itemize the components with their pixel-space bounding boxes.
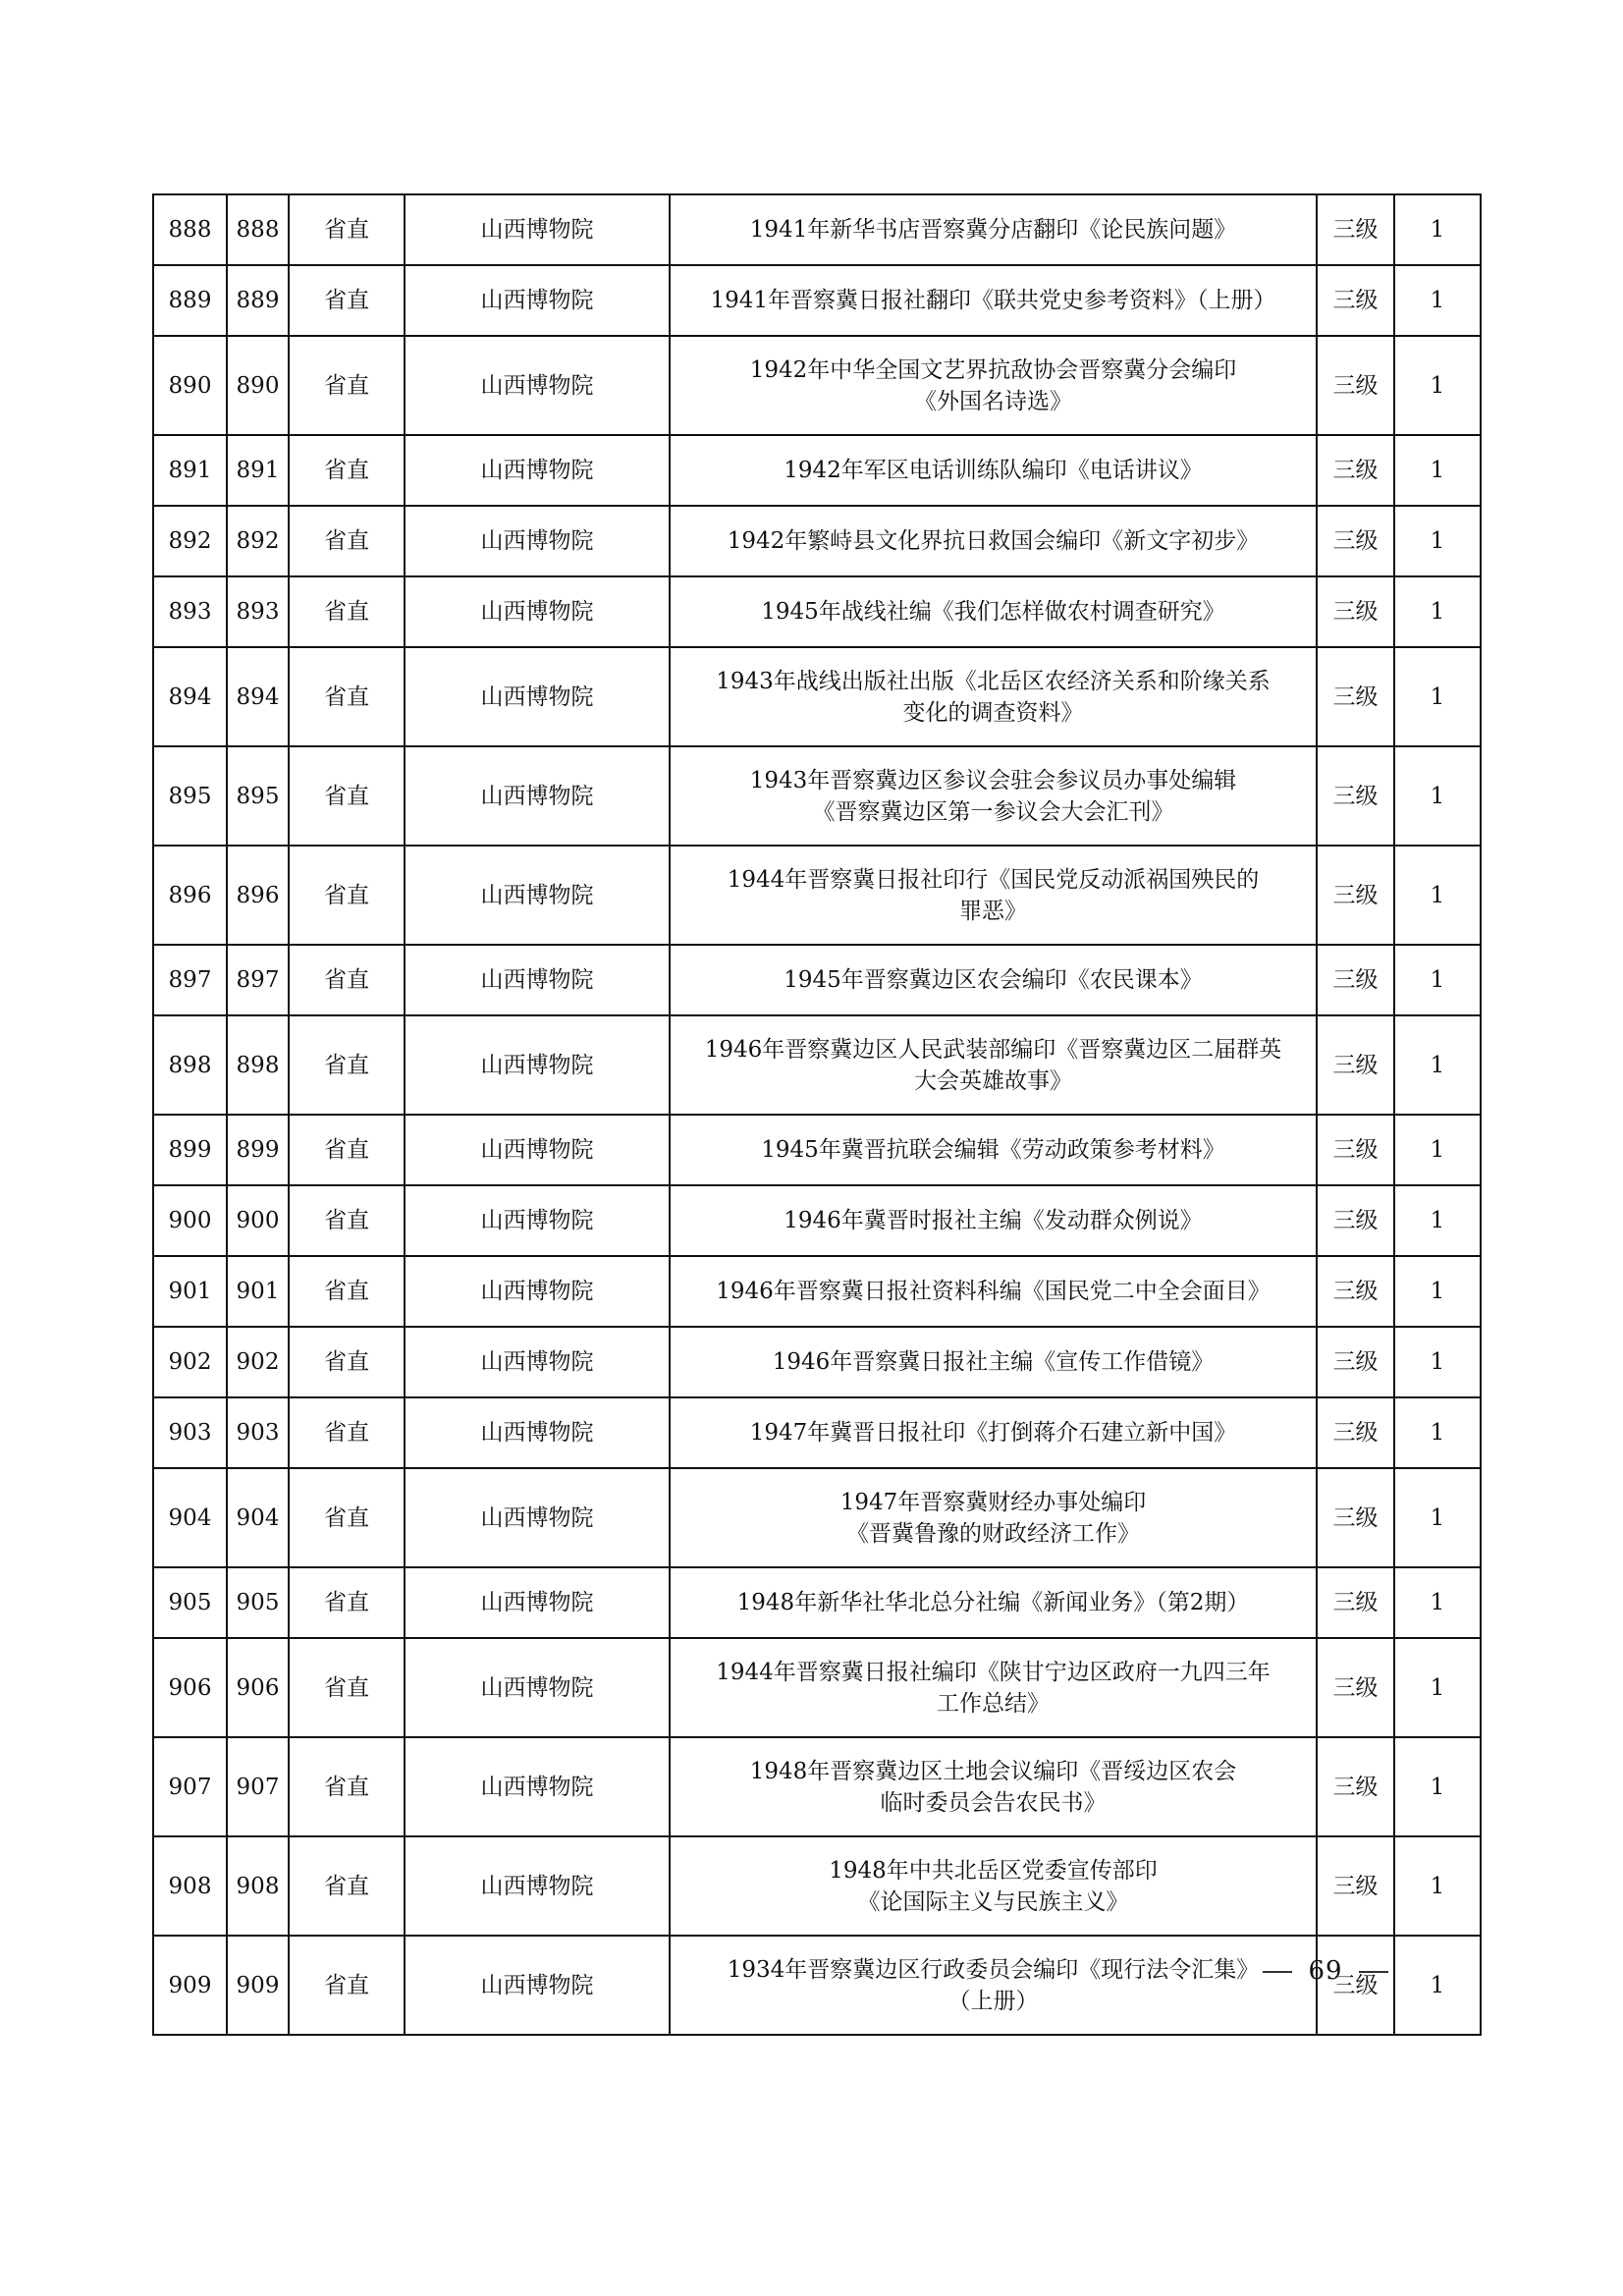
cell-category: 省直 xyxy=(289,1567,405,1638)
cell-quantity: 1 xyxy=(1394,336,1481,435)
cell-category: 省直 xyxy=(289,265,405,336)
cell-quantity: 1 xyxy=(1394,1638,1481,1737)
collection-table xyxy=(152,193,1482,2036)
cell-grade: 三级 xyxy=(1317,265,1394,336)
cell-category: 省直 xyxy=(289,846,405,945)
cell-category: 省直 xyxy=(289,1468,405,1567)
cell-quantity: 1 xyxy=(1394,746,1481,846)
cell-category: 省直 xyxy=(289,1936,405,2035)
cell-grade: 三级 xyxy=(1317,846,1394,945)
cell-number: 908 xyxy=(227,1836,289,1936)
cell-grade: 三级 xyxy=(1317,194,1394,265)
cell-category: 省直 xyxy=(289,576,405,647)
cell-title xyxy=(670,194,1317,265)
cell-number: 903 xyxy=(227,1397,289,1468)
cell-seq: 905 xyxy=(153,1567,227,1638)
cell-grade: 三级 xyxy=(1317,336,1394,435)
cell-seq: 903 xyxy=(153,1397,227,1468)
cell-unit: 山西博物院 xyxy=(405,576,670,647)
cell-seq: 892 xyxy=(153,506,227,576)
cell-quantity: 1 xyxy=(1394,1015,1481,1115)
title-line: 1948年新华社华北总分社编《新闻业务》（第2期） xyxy=(736,1590,1250,1615)
cell-category: 省直 xyxy=(289,1185,405,1256)
cell-seq: 908 xyxy=(153,1836,227,1936)
cell-grade: 三级 xyxy=(1317,1468,1394,1567)
cell-quantity: 1 xyxy=(1394,1327,1481,1397)
cell-unit: 山西博物院 xyxy=(405,1737,670,1836)
table-row xyxy=(153,1015,1481,1115)
cell-grade: 三级 xyxy=(1317,435,1394,506)
cell-grade: 三级 xyxy=(1317,576,1394,647)
title-line: 1941年晋察冀日报社翻印《联共党史参考资料》（上册） xyxy=(710,288,1276,313)
table-row xyxy=(153,1836,1481,1936)
cell-title xyxy=(670,435,1317,506)
table-row xyxy=(153,846,1481,945)
title-line: 1946年晋察冀日报社主编《宣传工作借镜》 xyxy=(772,1349,1215,1375)
title-line: 1948年中共北岳区党委宣传部印 xyxy=(829,1857,1158,1884)
cell-unit: 山西博物院 xyxy=(405,1936,670,2035)
cell-grade: 三级 xyxy=(1317,1115,1394,1185)
cell-grade: 三级 xyxy=(1317,506,1394,576)
title-line: 1942年军区电话训练队编印《电话讲议》 xyxy=(784,458,1203,483)
cell-title xyxy=(670,1256,1317,1327)
cell-title xyxy=(670,336,1317,435)
cell-seq: 893 xyxy=(153,576,227,647)
title-line: 1948年晋察冀边区土地会议编印《晋绥边区农会 xyxy=(749,1758,1237,1784)
table-row xyxy=(153,435,1481,506)
footer-dash-right xyxy=(1359,1971,1388,1973)
table-row xyxy=(153,1737,1481,1836)
cell-seq: 889 xyxy=(153,265,227,336)
table-row xyxy=(153,576,1481,647)
cell-seq: 906 xyxy=(153,1638,227,1737)
cell-seq: 894 xyxy=(153,647,227,746)
table-row xyxy=(153,194,1481,265)
cell-unit: 山西博物院 xyxy=(405,1185,670,1256)
cell-unit: 山西博物院 xyxy=(405,1836,670,1936)
table-body xyxy=(153,194,1481,2035)
cell-quantity: 1 xyxy=(1394,1936,1481,2035)
title-line: 工作总结》 xyxy=(937,1690,1050,1717)
cell-title xyxy=(670,1397,1317,1468)
cell-number: 897 xyxy=(227,945,289,1015)
cell-number: 905 xyxy=(227,1567,289,1638)
cell-quantity: 1 xyxy=(1394,1185,1481,1256)
cell-title xyxy=(670,1185,1317,1256)
cell-unit: 山西博物院 xyxy=(405,336,670,435)
cell-seq: 902 xyxy=(153,1327,227,1397)
cell-category: 省直 xyxy=(289,746,405,846)
cell-number: 901 xyxy=(227,1256,289,1327)
footer-dash-left xyxy=(1263,1971,1292,1973)
cell-number: 904 xyxy=(227,1468,289,1567)
table-row xyxy=(153,1567,1481,1638)
table-row xyxy=(153,1397,1481,1468)
title-line: 《外国名诗选》 xyxy=(914,388,1072,414)
table-row xyxy=(153,1115,1481,1185)
cell-unit: 山西博物院 xyxy=(405,1567,670,1638)
cell-quantity: 1 xyxy=(1394,506,1481,576)
title-line: 1945年冀晋抗联会编辑《劳动政策参考材料》 xyxy=(761,1137,1225,1163)
table-row xyxy=(153,746,1481,846)
cell-category: 省直 xyxy=(289,194,405,265)
cell-title xyxy=(670,1737,1317,1836)
cell-unit: 山西博物院 xyxy=(405,506,670,576)
cell-title xyxy=(670,265,1317,336)
cell-category: 省直 xyxy=(289,945,405,1015)
cell-unit: 山西博物院 xyxy=(405,746,670,846)
cell-unit: 山西博物院 xyxy=(405,1468,670,1567)
cell-category: 省直 xyxy=(289,1836,405,1936)
table-row xyxy=(153,1185,1481,1256)
cell-number: 906 xyxy=(227,1638,289,1737)
title-line: 罪恶》 xyxy=(959,898,1027,924)
title-line: 大会英雄故事》 xyxy=(914,1067,1072,1094)
title-line: 1942年繁峙县文化界抗日救国会编印《新文字初步》 xyxy=(727,528,1260,554)
cell-number: 899 xyxy=(227,1115,289,1185)
title-line: 临时委员会告农民书》 xyxy=(880,1789,1107,1816)
cell-grade: 三级 xyxy=(1317,647,1394,746)
table-row xyxy=(153,1256,1481,1327)
cell-seq: 898 xyxy=(153,1015,227,1115)
title-line: 1946年冀晋时报社主编《发动群众例说》 xyxy=(784,1208,1203,1233)
cell-quantity: 1 xyxy=(1394,1397,1481,1468)
cell-quantity: 1 xyxy=(1394,1567,1481,1638)
cell-grade: 三级 xyxy=(1317,1327,1394,1397)
cell-unit: 山西博物院 xyxy=(405,194,670,265)
cell-category: 省直 xyxy=(289,647,405,746)
cell-unit: 山西博物院 xyxy=(405,945,670,1015)
cell-seq: 897 xyxy=(153,945,227,1015)
title-line: 1946年晋察冀边区人民武装部编印《晋察冀边区二届群英 xyxy=(704,1036,1282,1063)
title-line: 1943年战线出版社出版《北岳区农经济关系和阶缘关系 xyxy=(716,668,1271,694)
cell-grade: 三级 xyxy=(1317,1015,1394,1115)
table-row xyxy=(153,945,1481,1015)
cell-grade: 三级 xyxy=(1317,945,1394,1015)
cell-grade: 三级 xyxy=(1317,1638,1394,1737)
table-row xyxy=(153,647,1481,746)
cell-category: 省直 xyxy=(289,1638,405,1737)
cell-grade: 三级 xyxy=(1317,1256,1394,1327)
cell-grade: 三级 xyxy=(1317,1737,1394,1836)
cell-category: 省直 xyxy=(289,1737,405,1836)
cell-grade: 三级 xyxy=(1317,1185,1394,1256)
cell-category: 省直 xyxy=(289,506,405,576)
table-row xyxy=(153,1638,1481,1737)
cell-category: 省直 xyxy=(289,1397,405,1468)
cell-number: 894 xyxy=(227,647,289,746)
title-line: 1943年晋察冀边区参议会驻会参议员办事处编辑 xyxy=(749,767,1237,793)
title-line: 《晋冀鲁豫的财政经济工作》 xyxy=(846,1520,1140,1547)
cell-unit: 山西博物院 xyxy=(405,647,670,746)
cell-title xyxy=(670,945,1317,1015)
cell-number: 907 xyxy=(227,1737,289,1836)
cell-quantity: 1 xyxy=(1394,1737,1481,1836)
cell-unit: 山西博物院 xyxy=(405,1015,670,1115)
cell-quantity: 1 xyxy=(1394,435,1481,506)
cell-category: 省直 xyxy=(289,435,405,506)
cell-title xyxy=(670,746,1317,846)
title-line: 1941年新华书店晋察冀分店翻印《论民族问题》 xyxy=(749,217,1237,243)
title-line: 1947年晋察冀财经办事处编印 xyxy=(839,1489,1147,1515)
cell-grade: 三级 xyxy=(1317,1397,1394,1468)
title-line: 1942年中华全国文艺界抗敌协会晋察冀分会编印 xyxy=(749,356,1237,383)
cell-seq: 909 xyxy=(153,1936,227,2035)
cell-title xyxy=(670,576,1317,647)
cell-seq: 896 xyxy=(153,846,227,945)
title-line: 《晋察冀边区第一参议会大会汇刊》 xyxy=(812,798,1174,825)
cell-title xyxy=(670,1015,1317,1115)
cell-seq: 895 xyxy=(153,746,227,846)
cell-unit: 山西博物院 xyxy=(405,1256,670,1327)
table-row xyxy=(153,1327,1481,1397)
cell-number: 895 xyxy=(227,746,289,846)
cell-number: 890 xyxy=(227,336,289,435)
cell-grade: 三级 xyxy=(1317,746,1394,846)
cell-title xyxy=(670,1836,1317,1936)
page-number: 69 xyxy=(1308,1956,1343,1986)
title-line: （上册） xyxy=(947,1988,1039,2014)
cell-category: 省直 xyxy=(289,1015,405,1115)
cell-number: 898 xyxy=(227,1015,289,1115)
cell-seq: 900 xyxy=(153,1185,227,1256)
cell-category: 省直 xyxy=(289,336,405,435)
cell-seq: 907 xyxy=(153,1737,227,1836)
title-line: 1934年晋察冀边区行政委员会编印《现行法令汇集》 xyxy=(727,1956,1260,1983)
cell-unit: 山西博物院 xyxy=(405,1115,670,1185)
title-line: 1947年冀晋日报社印《打倒蒋介石建立新中国》 xyxy=(749,1420,1237,1446)
cell-unit: 山西博物院 xyxy=(405,1327,670,1397)
cell-grade: 三级 xyxy=(1317,1567,1394,1638)
table-row xyxy=(153,336,1481,435)
cell-title xyxy=(670,647,1317,746)
title-line: 《论国际主义与民族主义》 xyxy=(857,1888,1129,1915)
cell-category: 省直 xyxy=(289,1115,405,1185)
cell-quantity: 1 xyxy=(1394,265,1481,336)
table-row xyxy=(153,265,1481,336)
cell-number: 902 xyxy=(227,1327,289,1397)
cell-unit: 山西博物院 xyxy=(405,846,670,945)
table-row xyxy=(153,506,1481,576)
cell-seq: 888 xyxy=(153,194,227,265)
title-line: 1946年晋察冀日报社资料科编《国民党二中全会面目》 xyxy=(716,1279,1271,1304)
cell-category: 省直 xyxy=(289,1256,405,1327)
cell-quantity: 1 xyxy=(1394,194,1481,265)
title-line: 1945年战线社编《我们怎样做农村调查研究》 xyxy=(761,599,1225,625)
cell-title xyxy=(670,1638,1317,1737)
cell-title xyxy=(670,1567,1317,1638)
cell-unit: 山西博物院 xyxy=(405,435,670,506)
cell-number: 888 xyxy=(227,194,289,265)
title-line: 变化的调查资料》 xyxy=(902,699,1084,726)
cell-title xyxy=(670,1468,1317,1567)
cell-number: 900 xyxy=(227,1185,289,1256)
cell-unit: 山西博物院 xyxy=(405,1397,670,1468)
cell-seq: 890 xyxy=(153,336,227,435)
cell-grade: 三级 xyxy=(1317,1836,1394,1936)
cell-title xyxy=(670,1327,1317,1397)
cell-number: 889 xyxy=(227,265,289,336)
cell-quantity: 1 xyxy=(1394,647,1481,746)
title-line: 1945年晋察冀边区农会编印《农民课本》 xyxy=(784,967,1203,993)
table-row xyxy=(153,1468,1481,1567)
cell-seq: 891 xyxy=(153,435,227,506)
cell-seq: 904 xyxy=(153,1468,227,1567)
cell-quantity: 1 xyxy=(1394,846,1481,945)
title-line: 1944年晋察冀日报社编印《陕甘宁边区政府一九四三年 xyxy=(716,1659,1271,1685)
cell-quantity: 1 xyxy=(1394,1256,1481,1327)
cell-quantity: 1 xyxy=(1394,945,1481,1015)
cell-number: 893 xyxy=(227,576,289,647)
page-footer xyxy=(1247,1956,1404,1986)
cell-title xyxy=(670,846,1317,945)
cell-grade: 三级 xyxy=(1317,1936,1394,2035)
cell-seq: 899 xyxy=(153,1115,227,1185)
cell-unit: 山西博物院 xyxy=(405,265,670,336)
cell-seq: 901 xyxy=(153,1256,227,1327)
cell-number: 891 xyxy=(227,435,289,506)
cell-title xyxy=(670,506,1317,576)
cell-quantity: 1 xyxy=(1394,1468,1481,1567)
title-line: 1944年晋察冀日报社印行《国民党反动派祸国殃民的 xyxy=(727,866,1260,893)
cell-category: 省直 xyxy=(289,1327,405,1397)
cell-number: 892 xyxy=(227,506,289,576)
cell-quantity: 1 xyxy=(1394,1836,1481,1936)
cell-unit: 山西博物院 xyxy=(405,1638,670,1737)
cell-title xyxy=(670,1936,1317,2035)
cell-quantity: 1 xyxy=(1394,1115,1481,1185)
cell-title xyxy=(670,1115,1317,1185)
cell-quantity: 1 xyxy=(1394,576,1481,647)
cell-number: 909 xyxy=(227,1936,289,2035)
cell-number: 896 xyxy=(227,846,289,945)
